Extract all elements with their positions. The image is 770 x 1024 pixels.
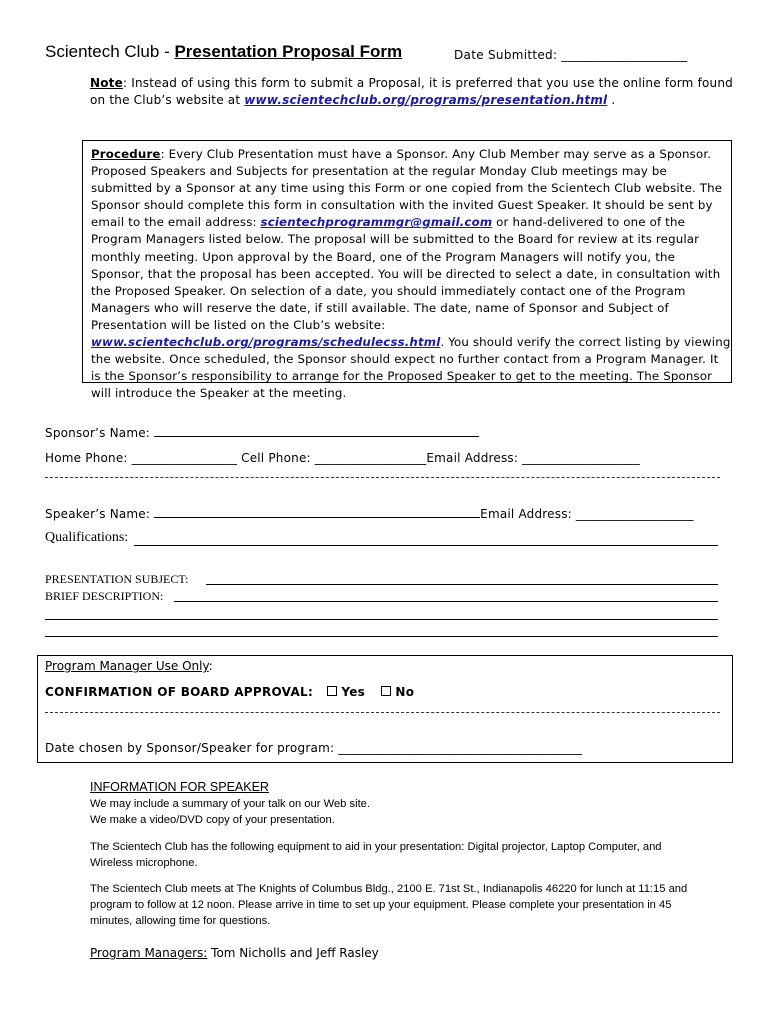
pm-use-only: Program Manager Use Only:	[45, 659, 213, 673]
subject-line[interactable]	[206, 584, 718, 585]
description-line-3[interactable]	[45, 636, 718, 637]
procedure-label: Procedure	[91, 147, 161, 161]
yes-label: Yes	[341, 685, 366, 699]
dashed-divider-pm	[45, 712, 720, 713]
home-phone-field[interactable]: Home Phone: _________________	[45, 451, 242, 465]
note: Note: Instead of using this form to submit a Proposal, it is preferred that you use the online form found on the Club’s website at www.scientechclub.org/programs/presentation.html .	[90, 76, 733, 107]
equipment-text: The Scientech Club has the following equipment to aid in your presentation: Digital projector, Laptop Computer, and Wireless microphone.	[90, 840, 662, 869]
program-managers-label: Program Managers:	[90, 946, 208, 960]
board-approval-row	[45, 685, 414, 699]
no-checkbox[interactable]	[381, 686, 391, 696]
qualifications-line[interactable]	[134, 545, 718, 546]
dashed-divider	[45, 477, 720, 478]
date-submitted-field[interactable]: Date Submitted: ____________________	[454, 48, 688, 62]
form-title: Scientech Club - Presentation Proposal Form	[45, 42, 403, 61]
qualifications-field[interactable]: Qualifications:	[45, 530, 129, 545]
cell-phone-field[interactable]: Cell Phone: __________________	[241, 451, 427, 465]
note-label: Note	[90, 76, 123, 90]
program-manager-email-link[interactable]: scientechprogrammgr@gmail.com	[260, 215, 493, 230]
phone-row	[45, 451, 640, 465]
description-line-1[interactable]	[174, 601, 718, 602]
subject-field[interactable]: PRESENTATION SUBJECT:	[45, 572, 189, 586]
speaker-row: Speaker’s Name: Email Address: ___________________	[45, 507, 694, 521]
description-line-2[interactable]	[45, 619, 718, 620]
sponsor-name-line[interactable]	[154, 424, 479, 437]
program-managers-names: Tom Nicholls and Jeff Rasley	[207, 946, 379, 960]
program-managers	[90, 946, 379, 960]
speaker-name-line[interactable]	[154, 505, 480, 518]
no-label: No	[395, 685, 415, 699]
presentation-form-link[interactable]: www.scientechclub.org/programs/presentation.html	[244, 93, 608, 107]
yes-checkbox[interactable]	[327, 686, 337, 696]
sponsor-email-field[interactable]: Email Address: ___________________	[426, 451, 640, 465]
sponsor-name-field[interactable]: Sponsor’s Name:	[45, 424, 479, 440]
description-field[interactable]: BRIEF DESCRIPTION:	[45, 589, 164, 603]
schedule-link[interactable]: www.scientechclub.org/programs/schedulecss.html	[91, 335, 441, 350]
meeting-text: The Scientech Club meets at The Knights of Columbus Bldg., 2100 E. 71st St., Indianapolis 46220 for lunch at 11:15 and program to follow at 12 noon. Please arrive in time to set up your equipment. Please complete your presentation in 45 minutes, allowing time for questions.	[90, 883, 688, 928]
speaker-info: INFORMATION FOR SPEAKER We may include a summary of your talk on our Web site. We make a video/DVD copy of your presentation. The Scientech Club has the following equipment to aid in your presentation: Digital projector, Laptop Computer, and Wireless microphone. The Scientech Club meets at The Knights of Columbus Bldg., 2100 E. 71st St., Indianapolis 46220 for lunch at 11:15 and program to follow at 12 noon. Please arrive in time to set up your equipment. Please complete your presentation in 45 minutes, allowing time for questions.	[90, 779, 690, 940]
speaker-email-field[interactable]: Email Address: ___________________	[480, 507, 694, 521]
confirmation-label: CONFIRMATION OF BOARD APPROVAL:	[45, 685, 314, 699]
date-chosen-field[interactable]: Date chosen by Sponsor/Speaker for program: _______________________________________	[45, 741, 583, 755]
procedure-text: Procedure: Every Club Presentation must have a Sponsor. Any Club Member may serve as a Sponsor. Proposed Speakers and Subjects for presentation at the regular Monday Club meetings may be submitted by a Sponsor at any time using this Form or one copied from the Scientech Club website. The Sponsor should complete this form in consultation with the invited Guest Speaker. It should be sent by email to the email address: scientechprogrammgr@gmail.com or hand-delivered to one of the Program Managers listed below. The proposal will be submitted to the Board for review at its regular monthly meeting. Upon approval by the Board, one of the Program Managers will notify you, the Sponsor, that the proposal has been accepted. You will be directed to select a date, in consultation with the Proposed Speaker. On selection of a date, you should immediately contact one of the Program Managers who will reserve the date, if still available. The date, name of Sponsor and Subject of Presentation will be listed on the Club’s website: www.scientechclub.org/programs/schedulecss.html. You should verify the correct listing by viewing the website. Once scheduled, the Sponsor should expect no further contact from a Program Manager. It is the Sponsor’s responsibility to arrange for the Proposed Speaker to get to the meeting. The Sponsor will introduce the Speaker at the meeting.	[91, 147, 731, 401]
form-title-main: Presentation Proposal Form	[174, 42, 403, 61]
info-heading: INFORMATION FOR SPEAKER	[90, 780, 269, 794]
